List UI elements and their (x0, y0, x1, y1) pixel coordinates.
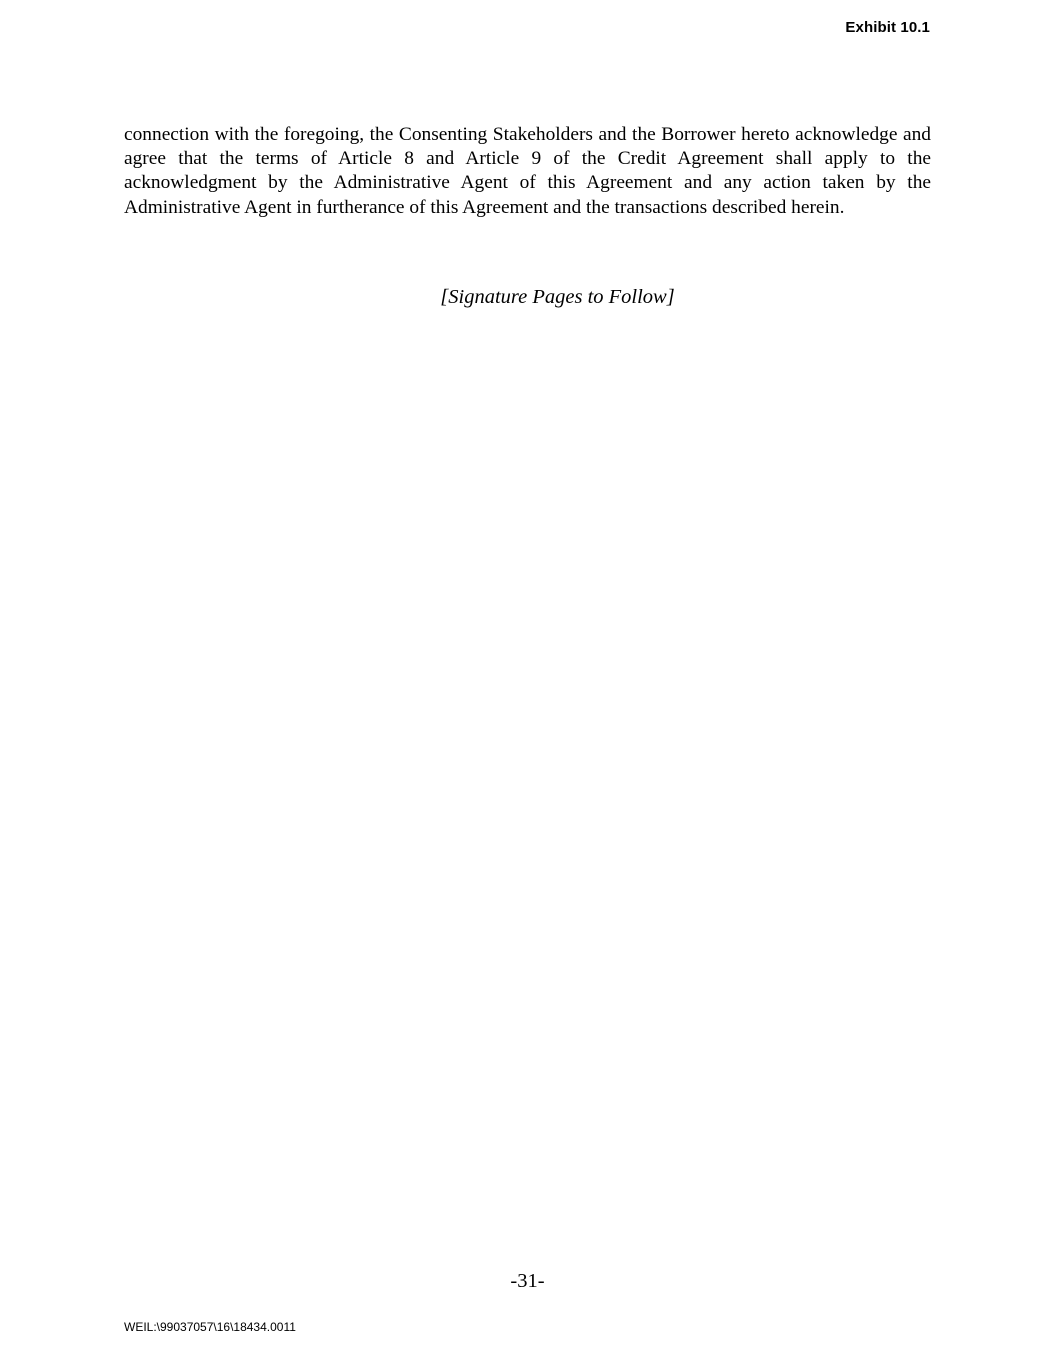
signature-pages-note: [Signature Pages to Follow] (440, 286, 675, 308)
document-id: WEIL:\99037057\16\18434.0011 (124, 1320, 296, 1334)
page-number: -31- (510, 1270, 545, 1292)
body-paragraph: connection with the foregoing, the Consenting Stakeholders and the Borrower hereto acknowledge and agree that the terms of Article 8 and Article 9 of the Credit Agreement shall apply to the acknowledgment by the Administrative Agent of this Agreement and any action taken by the Administrative Agent in furtherance of this Agreement and the transactions described herein. (124, 124, 931, 218)
exhibit-label: Exhibit 10.1 (845, 19, 930, 36)
